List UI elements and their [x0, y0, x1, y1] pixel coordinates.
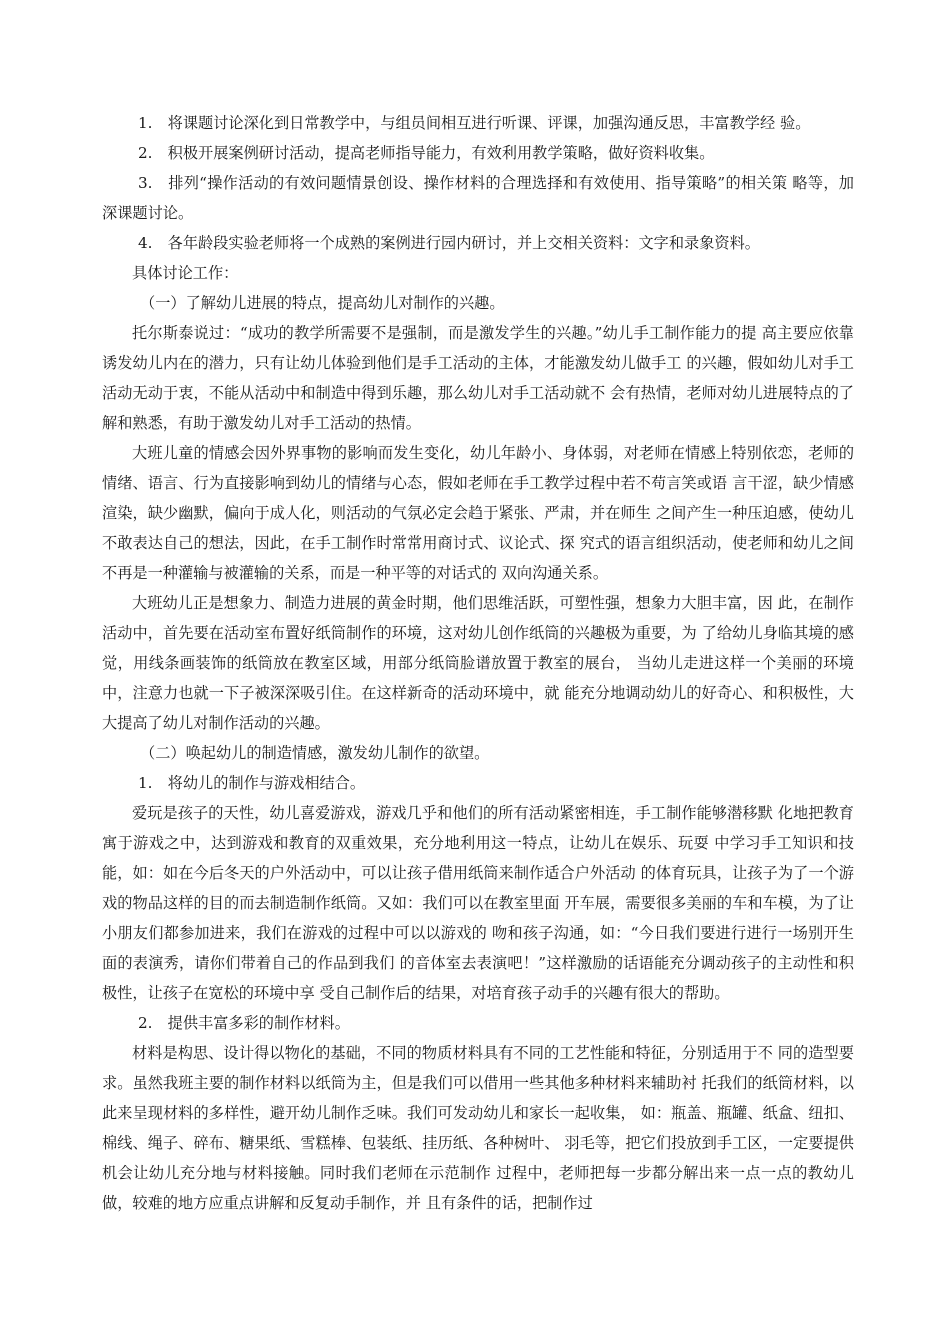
subsection-heading-1: （一）了解幼儿进展的特点，提高幼儿对制作的兴趣。	[140, 294, 505, 312]
document-page	[102, 108, 854, 1218]
numbered-point-1: 1. 将幼儿的制作与游戏相结合。	[138, 774, 366, 792]
section-heading: 具体讨论工作：	[132, 264, 239, 282]
subsection-heading-2: （二）唤起幼儿的制造情感，激发幼儿制作的欲望。	[140, 744, 490, 762]
body-paragraph: 大班儿童的情感会因外界事物的影响而发生变化，幼儿年龄小、身体弱，对老师在情感上特别依恋，老师的情绪、语言、行为直接影响到幼儿的情绪与心态，假如老师在手工教学过程中若不苟言笑或语 言干涩，缺少情感渲染，缺少幽默，偏向于成人化，则活动的气氛必定会趋于紧张、严肃，并在师生 之间产生一种压迫感，使幼儿不敢表达自己的想法，因此，在手工制作时常常用商讨式、议论式、探 究式的语言组织活动，使老师和幼儿之间不再是一种灌输与被灌输的关系，而是一种平等的对话式的 双向沟通关系。	[102, 444, 854, 582]
body-paragraph: 大班幼儿正是想象力、制造力进展的黄金时期，他们思维活跃，可塑性强，想象力大胆丰富，因 此，在制作活动中，首先要在活动室布置好纸筒制作的环境，这对幼儿创作纸筒的兴趣极为重要，为 了给幼儿身临其境的感觉，用线条画装饰的纸筒放在教室区域，用部分纸筒脸谱放置于教室的展台， 当幼儿走进这样一个美丽的环境中，注意力也就一下子被深深吸引住。在这样新奇的活动环境中，就 能充分地调动幼儿的好奇心、和积极性，大大提高了幼儿对制作活动的兴趣。	[102, 594, 854, 732]
plan-item-1: 1. 将课题讨论深化到日常教学中，与组员间相互进行听课、评课，加强沟通反思，丰富教学经 验。	[138, 114, 811, 132]
body-paragraph: 爱玩是孩子的天性，幼儿喜爱游戏，游戏几乎和他们的所有活动紧密相连，手工制作能够潜移默 化地把教育寓于游戏之中，达到游戏和教育的双重效果，充分地利用这一特点，让幼儿在娱乐、玩耍 中学习手工知识和技能，如：如在今后冬天的户外活动中，可以让孩子借用纸筒来制作适合户外活动 的体育玩具，让孩子为了一个游戏的物品这样的目的而去制造制作纸筒。又如：我们可以在教室里面 开车展，需要很多美丽的车和车模，为了让小朋友们都参加进来，我们在游戏的过程中可以以游戏的 吻和孩子沟通，如：“今日我们要进行进行一场别开生面的表演秀，请你们带着自己的作品到我们 的音体室去表演吧！”这样激励的话语能充分调动孩子的主动性和积极性，让孩子在宽松的环境中享 受自己制作后的结果，对培育孩子动手的兴趣有很大的帮助。	[102, 804, 854, 1002]
plan-item-3: 3. 排列“操作活动的有效问题情景创设、操作材料的合理选择和有效使用、指导策略”的相关策 略等，加深课题讨论。	[102, 174, 854, 222]
plan-item-4: 4. 各年龄段实验老师将一个成熟的案例进行园内研讨，并上交相关资料：文字和录象资料。	[138, 234, 760, 252]
body-paragraph: 材料是构思、设计得以物化的基础，不同的物质材料具有不同的工艺性能和特征，分别适用于不 同的造型要求。虽然我班主要的制作材料以纸筒为主，但是我们可以借用一些其他多种材料来辅助衬 托我们的纸筒材料，以此来呈现材料的多样性，避开幼儿制作乏味。我们可发动幼儿和家长一起收集， 如：瓶盖、瓶罐、纸盒、纽扣、棉线、绳子、碎布、糖果纸、雪糕棒、包装纸、挂历纸、各种树叶、 羽毛等，把它们投放到手工区，一定要提供机会让幼儿充分地与材料接触。同时我们老师在示范制作 过程中，老师把每一步都分解出来一点一点的教幼儿做，较难的地方应重点讲解和反复动手制作，并 且有条件的话，把制作过	[102, 1044, 854, 1212]
numbered-point-2: 2. 提供丰富多彩的制作材料。	[138, 1014, 350, 1032]
plan-item-2: 2. 积极开展案例研讨活动，提高老师指导能力，有效利用教学策略，做好资料收集。	[138, 144, 715, 162]
body-paragraph: 托尔斯泰说过：“成功的教学所需要不是强制，而是激发学生的兴趣。”幼儿手工制作能力的提 高主要应依靠诱发幼儿内在的潜力，只有让幼儿体验到他们是手工活动的主体，才能激发幼儿做手工 的兴趣，假如幼儿对手工活动无动于衷，不能从活动中和制造中得到乐趣，那么幼儿对手工活动就不 会有热情，老师对幼儿进展特点的了解和熟悉，有助于激发幼儿对手工活动的热情。	[102, 324, 854, 432]
